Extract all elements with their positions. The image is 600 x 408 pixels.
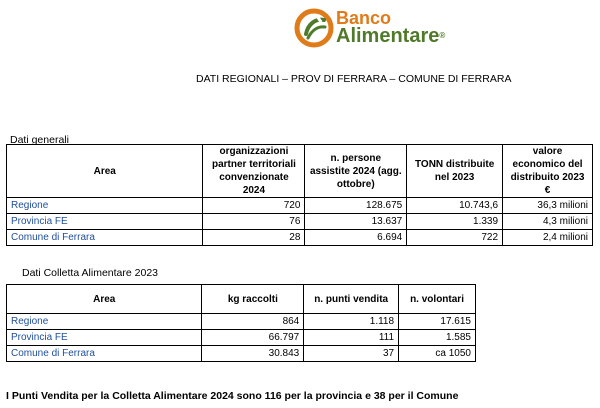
general-data-table [6, 144, 593, 246]
area-cell: Provincia FE [7, 214, 203, 230]
area-cell: Regione [7, 198, 203, 214]
punti-cell: 1.118 [304, 314, 399, 330]
table-row [7, 230, 593, 246]
banco-alimentare-logo [294, 8, 446, 50]
page-title: DATI REGIONALI – PROV DI FERRARA – COMUNE DI FERRARA [196, 73, 512, 85]
valore-cell: 36,3 milioni [503, 198, 593, 214]
table-row [7, 346, 476, 362]
tonn-cell: 722 [407, 230, 503, 246]
volontari-cell: 17.615 [399, 314, 476, 330]
orgs-cell: 76 [203, 214, 305, 230]
colletta-section-title: Dati Colletta Alimentare 2023 [22, 267, 158, 279]
header-area: Area [7, 285, 202, 314]
footer-note: I Punti Vendita per la Colletta Alimentare 2024 sono 116 per la provincia e 38 per il Comune [6, 390, 459, 402]
persone-cell: 128.675 [305, 198, 407, 214]
table-row [7, 214, 593, 230]
area-cell: Provincia FE [7, 330, 202, 346]
header-persone: n. persone assistite 2024 (agg. ottobre) [305, 145, 407, 198]
orgs-cell: 28 [203, 230, 305, 246]
general-section-title: Dati generali [10, 134, 69, 146]
area-cell: Regione [7, 314, 202, 330]
table-header-row [7, 285, 476, 314]
header-tonn: TONN distribuite nel 2023 [407, 145, 503, 198]
header-valore: valore economico del distribuito 2023 € [503, 145, 593, 198]
punti-cell: 37 [304, 346, 399, 362]
volontari-cell: ca 1050 [399, 346, 476, 362]
persone-cell: 6.694 [305, 230, 407, 246]
orgs-cell: 720 [203, 198, 305, 214]
header-punti: n. punti vendita [304, 285, 399, 314]
table-row [7, 198, 593, 214]
valore-cell: 4,3 milioni [503, 214, 593, 230]
persone-cell: 13.637 [305, 214, 407, 230]
logo-text-banco: Banco [336, 8, 392, 28]
colletta-data-table [6, 284, 476, 362]
header-area: Area [7, 145, 203, 198]
kg-cell: 66.797 [202, 330, 304, 346]
logo-text-alimentare: Alimentare® [336, 25, 446, 47]
header-kg: kg raccolti [202, 285, 304, 314]
valore-cell: 2,4 milioni [503, 230, 593, 246]
tonn-cell: 1.339 [407, 214, 503, 230]
volontari-cell: 1.585 [399, 330, 476, 346]
logo-mark-icon [294, 8, 334, 48]
area-cell: Comune di Ferrara [7, 230, 203, 246]
table-row [7, 330, 476, 346]
table-header-row [7, 145, 593, 198]
punti-cell: 111 [304, 330, 399, 346]
area-cell: Comune di Ferrara [7, 346, 202, 362]
kg-cell: 30.843 [202, 346, 304, 362]
header-organizzazioni: organizzazioni partner territoriali convenzionate 2024 [203, 145, 305, 198]
header-volontari: n. volontari [399, 285, 476, 314]
table-row [7, 314, 476, 330]
kg-cell: 864 [202, 314, 304, 330]
tonn-cell: 10.743,6 [407, 198, 503, 214]
